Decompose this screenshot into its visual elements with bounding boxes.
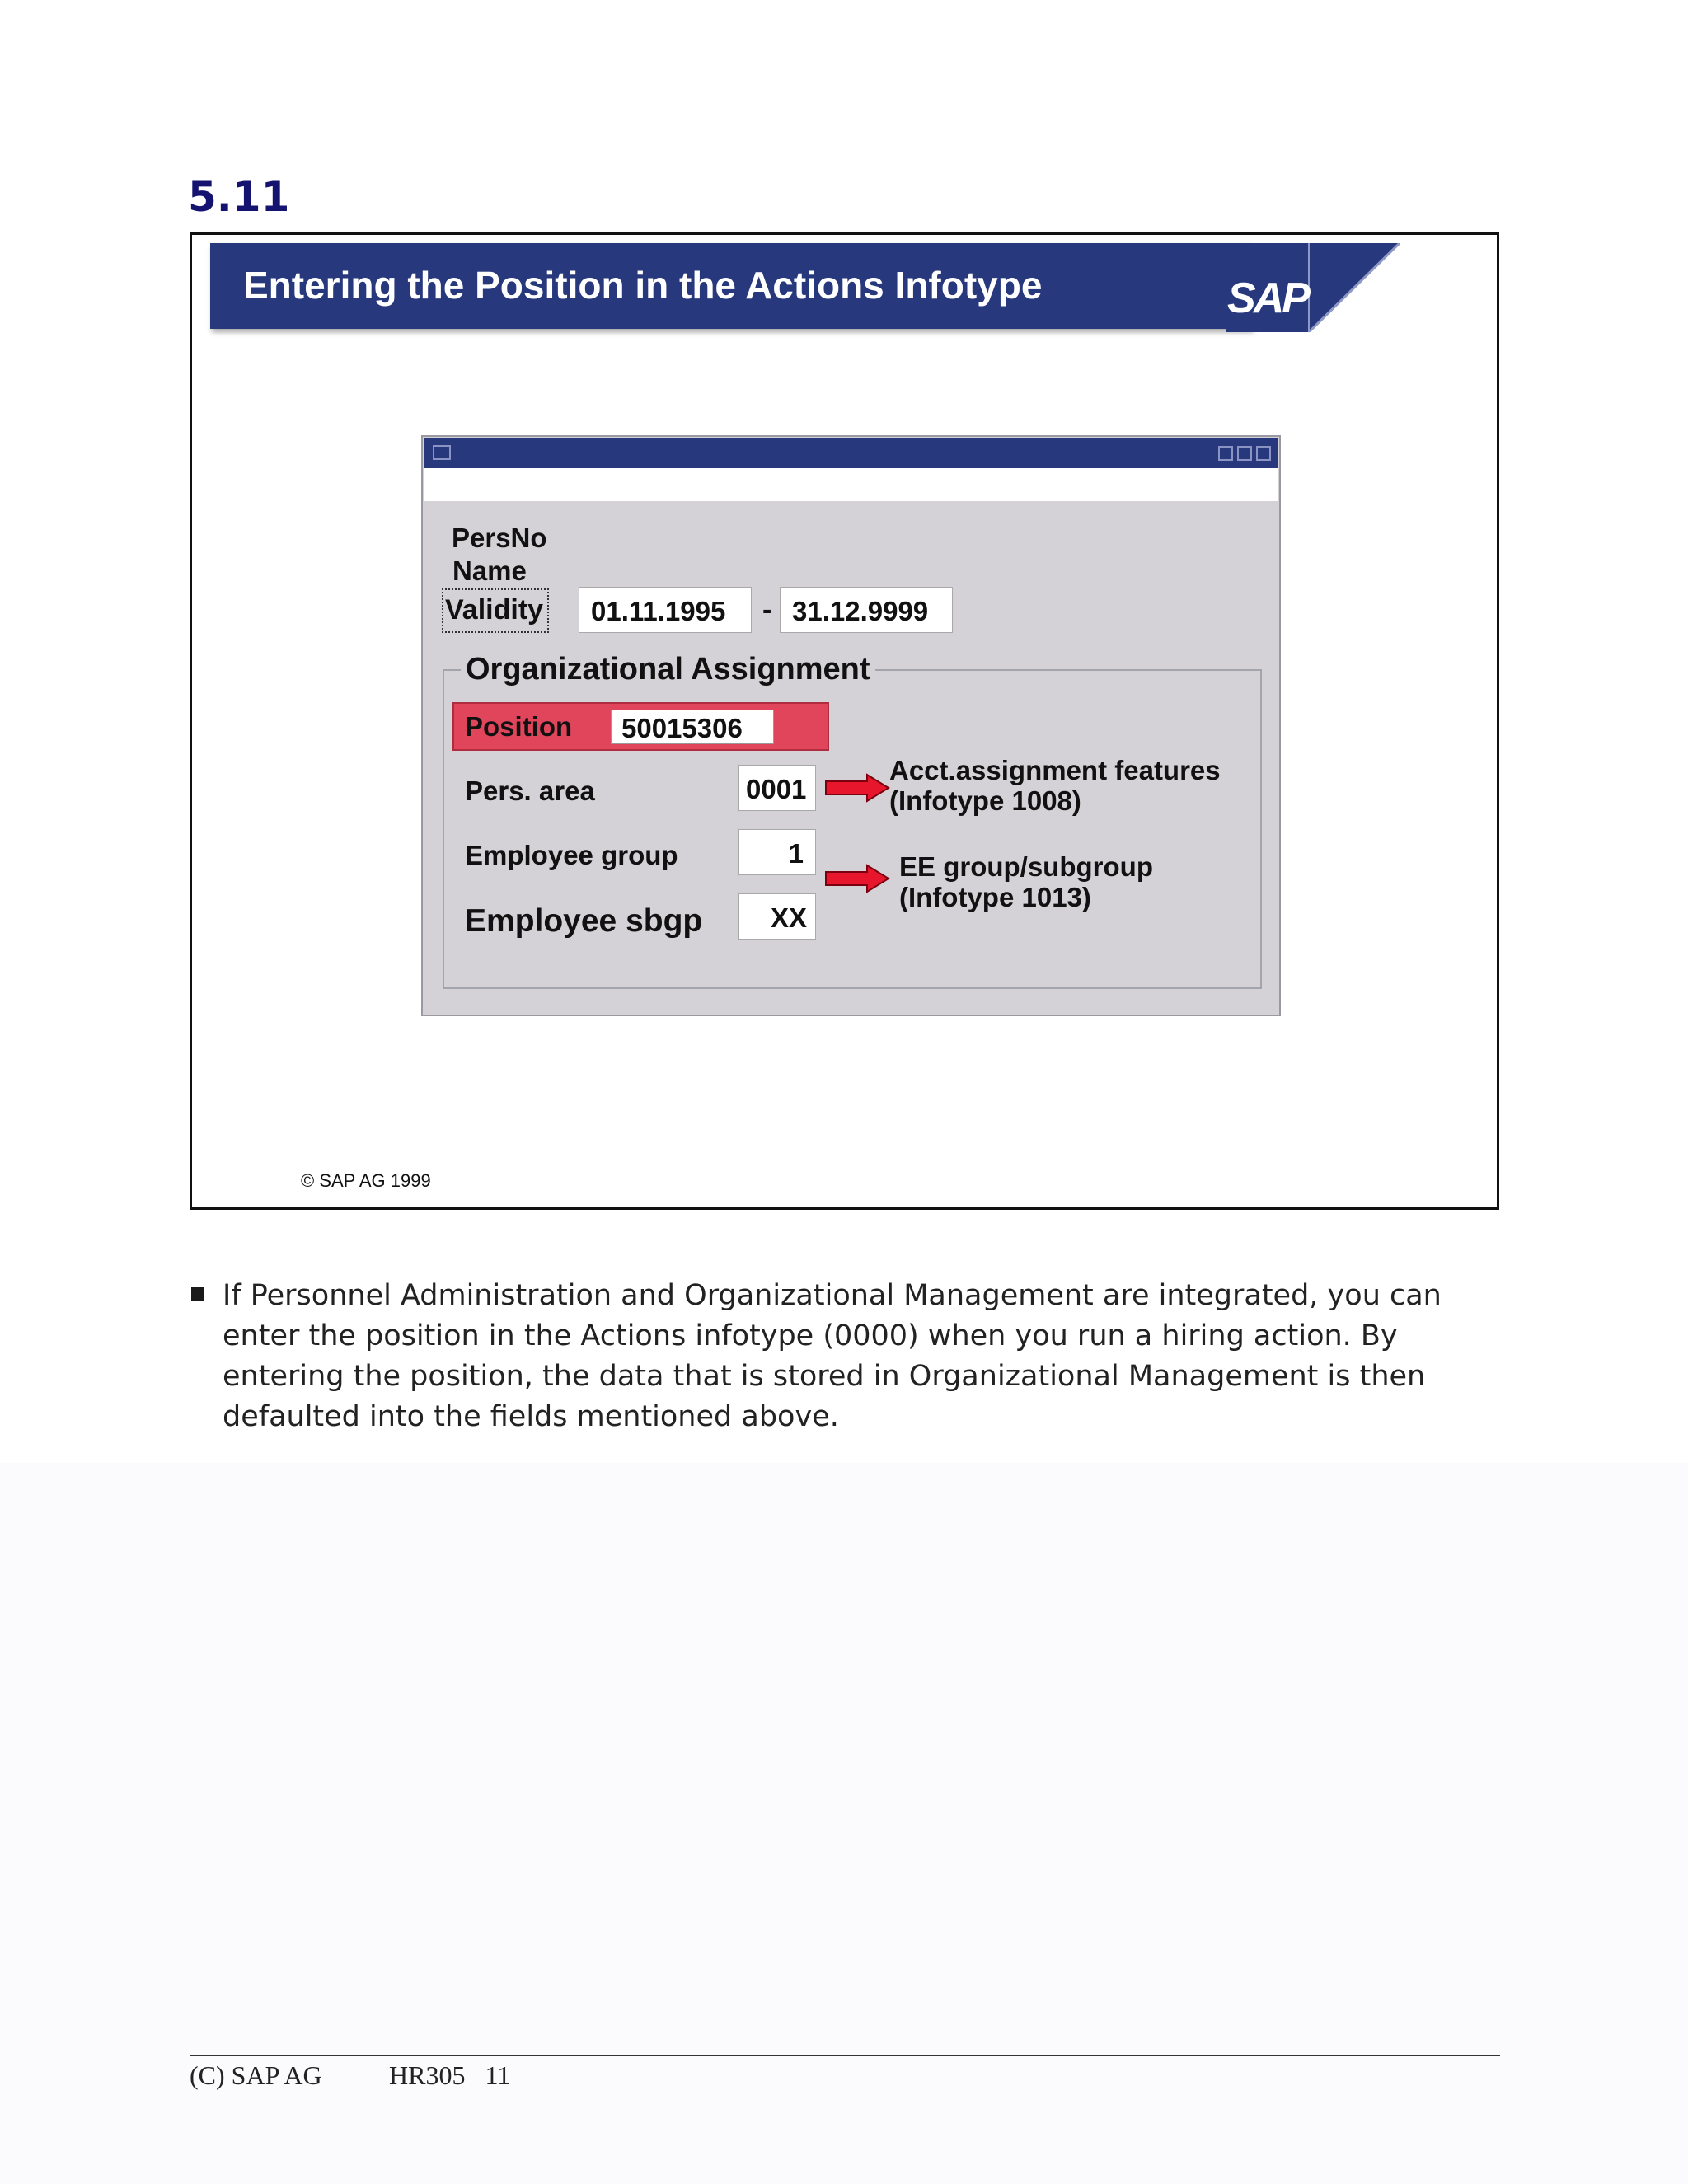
minimize-icon[interactable] (1218, 446, 1233, 461)
footer-divider (190, 2055, 1500, 2056)
maximize-icon[interactable] (1237, 446, 1252, 461)
valid-to-input[interactable]: 31.12.9999 (780, 587, 953, 633)
footer-course-page: HR305 11 (389, 2060, 511, 2090)
title-banner (210, 243, 1252, 329)
sap-dialog-window (421, 435, 1281, 1016)
pers-area-label: Pers. area (465, 776, 595, 806)
system-menu-icon[interactable] (433, 445, 451, 460)
validity-dash: - (762, 594, 772, 626)
employee-sbgp-input[interactable]: XX (738, 893, 816, 940)
slide-title: Entering the Position in the Actions Infotype (243, 264, 1043, 307)
sap-logo-text: SAP (1227, 274, 1308, 322)
acct-assignment-note-line1: Acct.assignment features (889, 755, 1221, 785)
slide-copyright: © SAP AG 1999 (301, 1170, 431, 1191)
position-highlight (452, 702, 829, 751)
employee-group-label: Employee group (465, 840, 678, 870)
persno-label: PersNo (452, 523, 547, 553)
position-label: Position (465, 711, 573, 742)
close-icon[interactable] (1256, 446, 1271, 461)
employee-sbgp-label: Employee sbgp (465, 903, 703, 939)
employee-group-input[interactable]: 1 (738, 829, 816, 875)
ee-group-note-line2: (Infotype 1013) (899, 882, 1091, 912)
position-input[interactable]: 50015306 (611, 710, 774, 744)
footer-copyright: (C) SAP AG (190, 2060, 322, 2090)
pers-area-input[interactable]: 0001 (738, 765, 816, 811)
acct-assignment-note-line2: (Infotype 1008) (889, 785, 1081, 816)
section-number: 5.11 (188, 173, 290, 221)
ee-group-note-line1: EE group/subgroup (899, 851, 1153, 882)
bullet-text: If Personnel Administration and Organizational Management are integrated, you can enter the position in the Actions infotype (0000) when you run a hiring action. By entering the position, the data that is stored in Organizational Management is then defaulted into the fields mentioned above. (223, 1279, 1442, 1433)
validity-button[interactable]: Validity (442, 588, 549, 633)
red-arrow-icon (824, 773, 890, 803)
org-assignment-title: Organizational Assignment (461, 651, 875, 689)
valid-from-input[interactable]: 01.11.1995 (579, 587, 752, 633)
slide-frame (190, 232, 1499, 1210)
name-label: Name (452, 555, 527, 586)
bullet-square-icon (191, 1287, 204, 1301)
window-titlebar (424, 438, 1278, 468)
window-toolbar (424, 468, 1278, 501)
red-arrow-icon (824, 864, 890, 893)
